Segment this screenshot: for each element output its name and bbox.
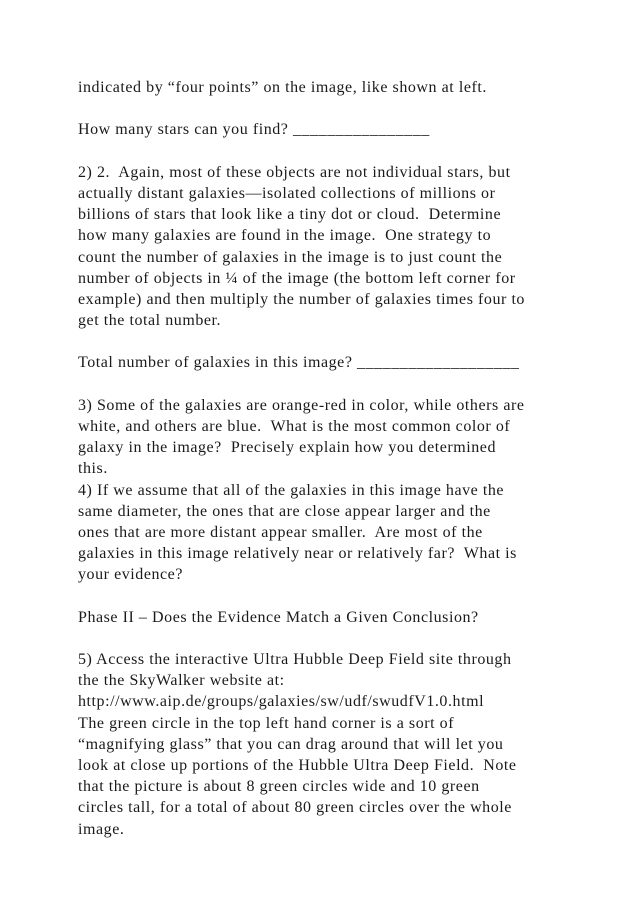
paragraph-line: look at close up portions of the Hubble Ultra Deep Field. Note xyxy=(78,757,517,774)
paragraph-line: 4) If we assume that all of the galaxies in this image have the xyxy=(78,481,505,499)
document-body xyxy=(78,77,578,840)
spacer xyxy=(78,331,578,352)
paragraph-line: billions of stars that look like a tiny dot or cloud. Determine xyxy=(78,206,502,224)
question-5-paragraph xyxy=(78,649,578,840)
spacer xyxy=(78,98,578,119)
paragraph-line: example) and then multiply the number of galaxies times four to xyxy=(78,290,525,308)
paragraph-line: this. xyxy=(78,460,108,478)
paragraph-line: actually distant galaxies—isolated collections of millions or xyxy=(78,184,496,202)
spacer xyxy=(78,628,578,649)
paragraph-line: white, and others are blue. What is the most common color of xyxy=(78,418,511,435)
paragraph-line: that the picture is about 8 green circles wide and 10 green xyxy=(78,778,480,796)
paragraph-line: how many galaxies are found in the image. One strategy to xyxy=(78,227,492,245)
question-2-paragraph xyxy=(78,162,578,332)
paragraph-line: your evidence? xyxy=(78,566,183,584)
skywalker-url: http://www.aip.de/groups/galaxies/sw/udf/swudfV1.0.html xyxy=(78,693,485,711)
paragraph-line: get the total number. xyxy=(78,312,222,330)
question-3-paragraph xyxy=(78,395,578,480)
paragraph-line: 2) 2. Again, most of these objects are not individual stars, but xyxy=(78,163,511,181)
paragraph-line: count the number of galaxies in the image is to just count the xyxy=(78,248,503,266)
question-4-paragraph xyxy=(78,480,578,586)
paragraph-line: ones that are more distant appear smaller. Are most of the xyxy=(78,523,483,541)
spacer xyxy=(78,141,578,162)
spacer xyxy=(78,374,578,395)
paragraph-line: number of objects in ¼ of the image (the bottom left corner for xyxy=(78,269,516,287)
paragraph-line: 3) Some of the galaxies are orange-red in color, while others are xyxy=(78,396,525,414)
question-stars-count: How many stars can you find? ________________ xyxy=(78,121,430,139)
paragraph-line: image. xyxy=(78,820,125,838)
question-total-galaxies: Total number of galaxies in this image? ___________________ xyxy=(78,354,520,372)
paragraph-line: same diameter, the ones that are close appear larger and the xyxy=(78,502,491,520)
paragraph-line: “magnifying glass” that you can drag around that will let you xyxy=(78,735,504,753)
spacer xyxy=(78,586,578,607)
paragraph-line: circles tall, for a total of about 80 green circles over the whole xyxy=(78,799,512,817)
paragraph-line: 5) Access the interactive Ultra Hubble Deep Field site through xyxy=(78,651,512,669)
paragraph-line: galaxy in the image? Precisely explain how you determined xyxy=(78,439,497,457)
intro-line: indicated by “four points” on the image, like shown at left. xyxy=(78,79,487,96)
paragraph-line: galaxies in this image relatively near or relatively far? What is xyxy=(78,545,517,563)
phase-heading: Phase II – Does the Evidence Match a Given Conclusion? xyxy=(78,608,479,626)
paragraph-line: the the SkyWalker website at: xyxy=(78,672,285,690)
paragraph-line: The green circle in the top left hand corner is a sort of xyxy=(78,714,455,732)
